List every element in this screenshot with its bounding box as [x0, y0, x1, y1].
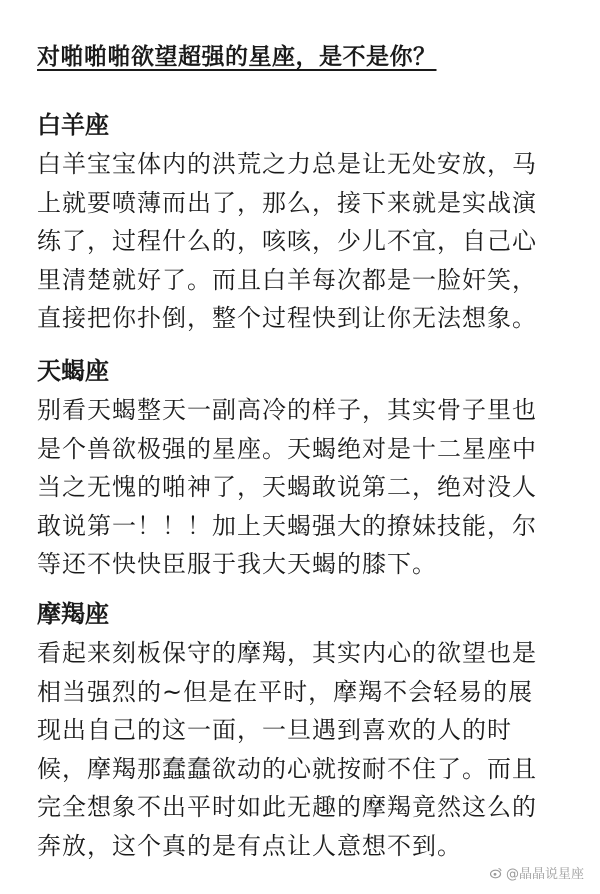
weibo-logo-icon	[490, 867, 502, 879]
body-line: 练了，过程什么的，咳咳，少儿不宜，自己心	[37, 227, 537, 255]
page-title: 对啪啪啪欲望超强的星座，是不是你？	[37, 44, 437, 70]
body-line: 相当强烈的~但是在平时，摩羯不会轻易的展	[37, 677, 534, 706]
section-heading: 摩羯座	[37, 600, 109, 628]
body-line: 现出自己的这一面，一旦遇到喜欢的人的时	[37, 716, 512, 744]
section-heading: 天蝎座	[37, 357, 109, 385]
section-body	[37, 391, 569, 584]
section-body	[37, 145, 569, 338]
body-line: 直接把你扑倒，整个过程快到让你无法想象。	[37, 304, 537, 332]
section-aries	[37, 108, 569, 338]
body-line: 敢说第一！！！加上天蝎强大的撩妹技能，尔	[37, 511, 537, 540]
body-line: 完全想象不出平时如此无趣的摩羯竟然这么的	[37, 793, 537, 821]
section-scorpio	[37, 354, 569, 584]
body-line: 等还不快快臣服于我大天蝎的膝下。	[37, 550, 437, 578]
body-line: 上就要喷薄而出了，那么，接下来就是实战演	[37, 188, 537, 217]
body-line: 看起来刻板保守的摩羯，其实内心的欲望也是	[37, 639, 537, 667]
body-line: 是个兽欲极强的星座。天蝎绝对是十二星座中	[37, 434, 537, 463]
body-line: 白羊宝宝体内的洪荒之力总是让无处安放，马	[37, 150, 537, 178]
body-line: 别看天蝎整天一副高冷的样子，其实骨子里也	[37, 396, 537, 424]
section-heading: 白羊座	[37, 111, 109, 139]
body-line: 里清楚就好了。而且白羊每次都是一脸奸笑，	[37, 265, 537, 294]
section-body	[37, 634, 569, 865]
body-line: 当之无愧的啪神了，天蝎敢说第二，绝对没人	[37, 473, 537, 501]
body-line: 奔放，这个真的是有点让人意想不到。	[37, 831, 462, 860]
body-line: 候，摩羯那蠢蠢欲动的心就按耐不住了。而且	[37, 754, 537, 783]
watermark	[490, 863, 584, 882]
section-capricorn	[37, 597, 569, 865]
watermark-text: @晶晶说星座	[505, 867, 584, 882]
